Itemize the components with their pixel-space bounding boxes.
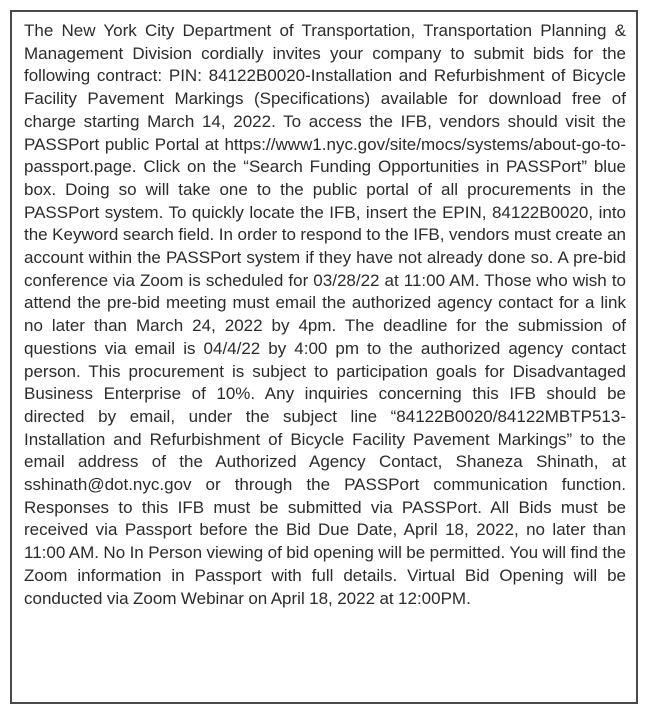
notice-body-text: The New York City Department of Transportation, Transportation Planning & Management Division cordially invites your company to submit bids for the following contract: PIN: 84122B0020-Installation and Refurbishment of Bicycle Facility Pavement Markings (Specifications) available for download free of charge starting March 14, 2022. To access the IFB, vendors should visit the PASSPort public Portal at https://www1.nyc.gov/site/mocs/systems/about-go-to-passport.page. Click on the “Search Funding Opportunities in PASSPort” blue box. Doing so will take one to the public portal of all procurements in the PASSPort system. To quickly locate the IFB, insert the EPIN, 84122B0020, into the Keyword search field. In order to respond to the IFB, vendors must create an account within the PASSPort system if they have not already done so. A pre-bid conference via Zoom is scheduled for 03/28/22 at 11:00 AM. Those who wish to attend the pre-bid meeting must email the authorized agency contact for a link no later than March 24, 2022 by 4pm. The deadline for the submission of questions via email is 04/4/22 by 4:00 pm to the authorized agency contact person. This procurement is subject to participation goals for Disadvantaged Business Enterprise of 10%. Any inquiries concerning this IFB should be directed by email, under the subject line “84122B0020/84122MBTP513-Installation and Refurbishment of Bicycle Facility Pavement Markings” to the email address of the Authorized Agency Contact, Shaneza Shinath, at sshinath@dot.nyc.gov or through the PASSPort communication function. Responses to this IFB must be submitted via PASSPort. All Bids must be received via Passport before the Bid Due Date, April 18, 2022, no later than 11:00 AM. No In Person viewing of bid opening will be permitted. You will find the Zoom information in Passport with full details. Virtual Bid Opening will be conducted via Zoom Webinar on April 18, 2022 at 12:00PM. (24, 21, 626, 608)
notice-box (10, 10, 638, 704)
